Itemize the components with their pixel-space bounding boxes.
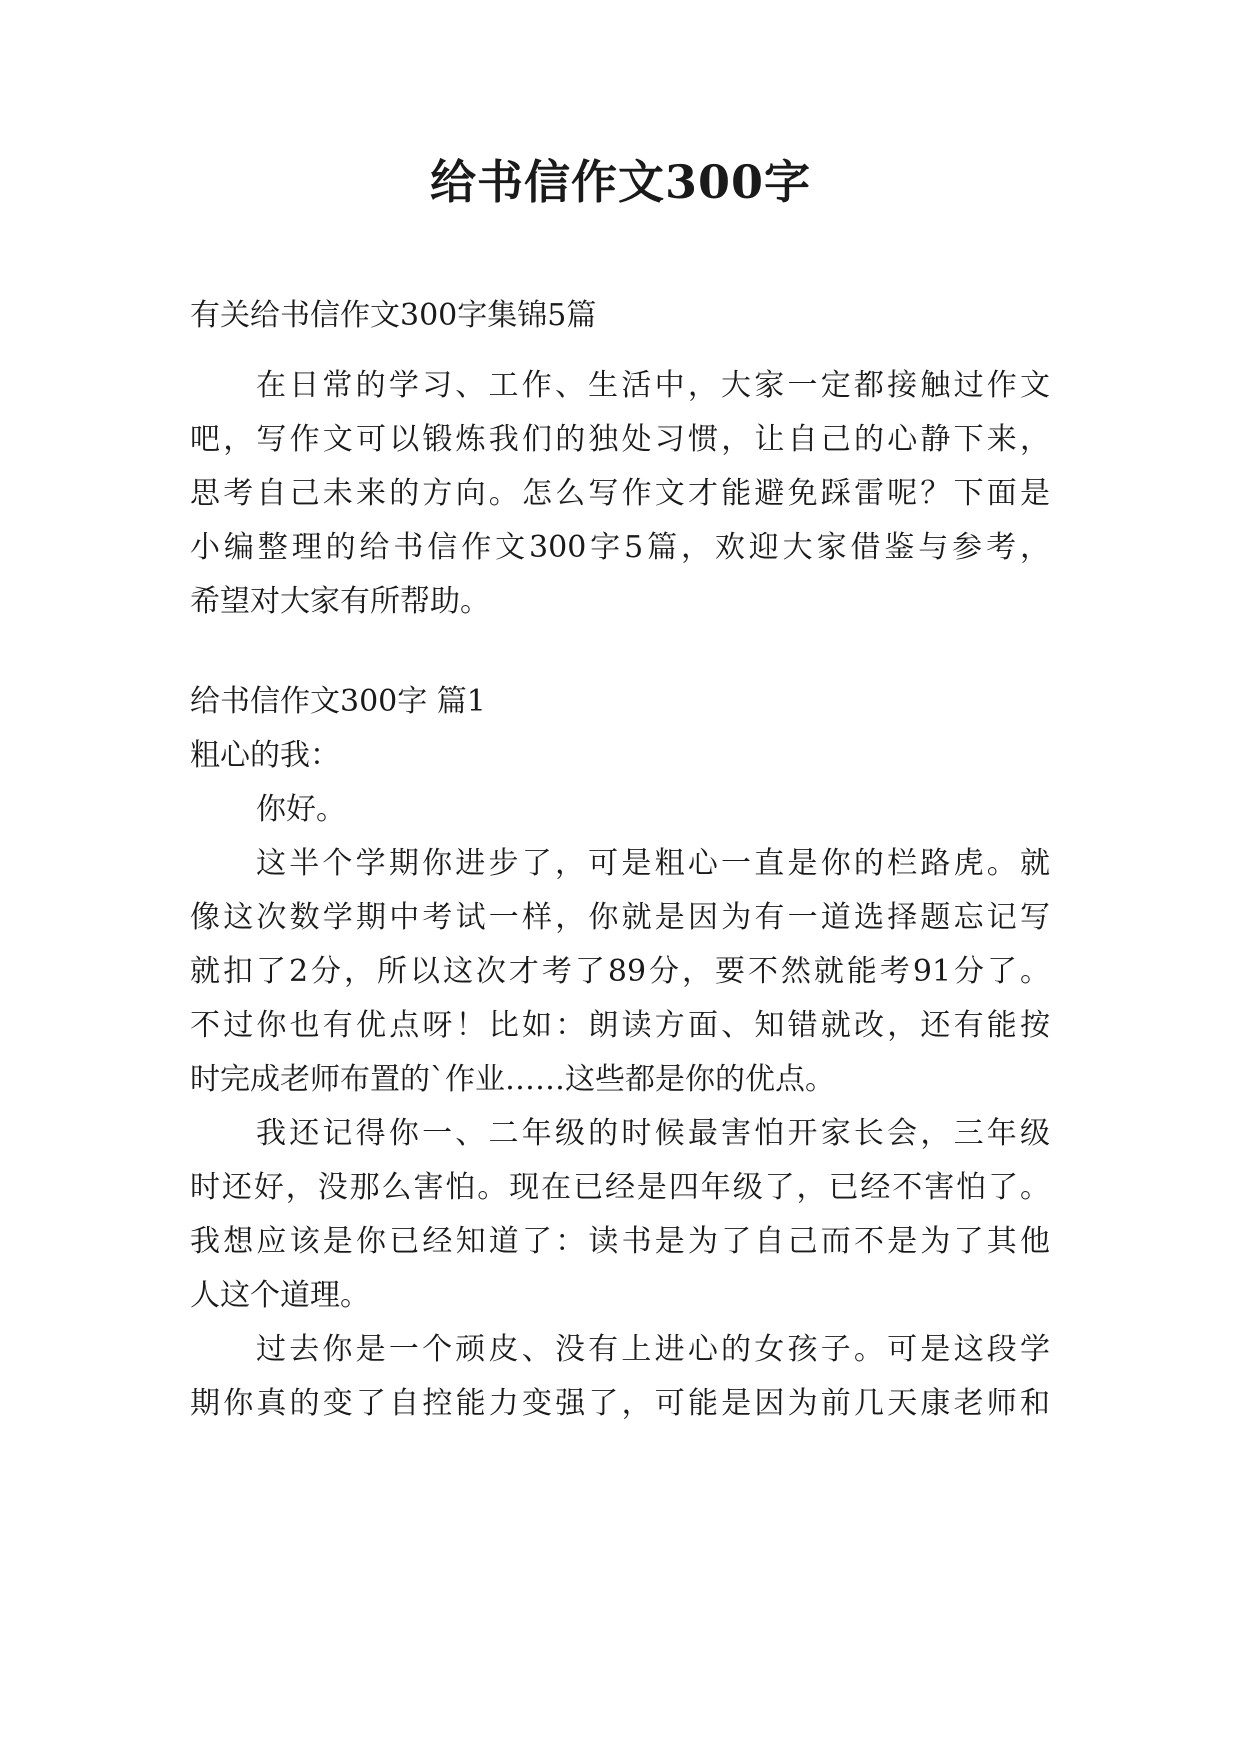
intro-line-3: 思考自己未来的方向。怎么写作文才能避免踩雷呢？下面是 <box>190 476 1050 511</box>
para2-line-2: 时还好，没那么害怕。现在已经是四年级了，已经不害怕了。 <box>190 1170 1050 1205</box>
para2-line-4: 人这个道理。 <box>190 1278 370 1313</box>
para1-line-4: 不过你也有优点呀！比如：朗读方面、知错就改，还有能按 <box>190 1008 1050 1043</box>
para1-line-2: 像这次数学期中考试一样，你就是因为有一道选择题忘记写 <box>190 900 1050 935</box>
letter-greeting: 你好。 <box>256 792 346 827</box>
document-title: 给书信作文300字 <box>429 155 812 209</box>
para2-line-3: 我想应该是你已经知道了：读书是为了自己而不是为了其他 <box>190 1224 1050 1259</box>
document-subtitle: 有关给书信作文300字集锦5篇 <box>190 298 597 333</box>
para3-line-2: 期你真的变了自控能力变强了，可能是因为前几天康老师和 <box>190 1386 1050 1421</box>
section-heading: 给书信作文300字 篇1 <box>190 684 486 719</box>
para1-line-5: 时完成老师布置的`作业……这些都是你的优点。 <box>190 1062 835 1097</box>
intro-line-1: 在日常的学习、工作、生活中，大家一定都接触过作文 <box>256 368 1050 403</box>
intro-line-5: 希望对大家有所帮助。 <box>190 584 490 619</box>
para1-line-1: 这半个学期你进步了，可是粗心一直是你的栏路虎。就 <box>256 846 1050 881</box>
para3-line-1: 过去你是一个顽皮、没有上进心的女孩子。可是这段学 <box>256 1332 1050 1367</box>
para1-line-3: 就扣了2分，所以这次才考了89分，要不然就能考91分了。 <box>190 954 1050 989</box>
para2-line-1: 我还记得你一、二年级的时候最害怕开家长会，三年级 <box>256 1116 1050 1151</box>
intro-line-2: 吧，写作文可以锻炼我们的独处习惯，让自己的心静下来， <box>190 422 1050 457</box>
intro-line-4: 小编整理的给书信作文300字5篇，欢迎大家借鉴与参考， <box>190 530 1050 565</box>
letter-salutation: 粗心的我： <box>190 738 340 773</box>
